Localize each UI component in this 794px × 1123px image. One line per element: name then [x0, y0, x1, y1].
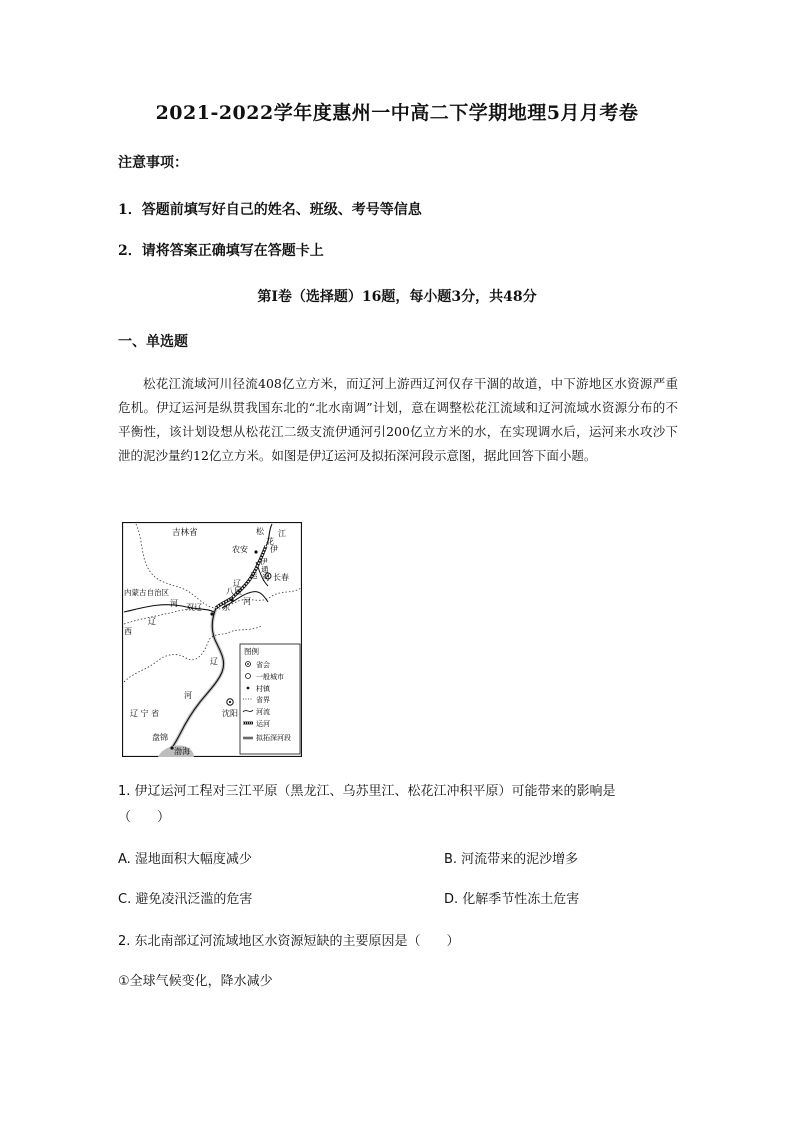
question-1-option-d: D. 化解季节性冻土危害: [444, 892, 580, 907]
question-1-option-a: A. 湿地面积大幅度减少: [118, 852, 252, 867]
label-xiliao-liao: 辽: [148, 617, 156, 626]
label-yitong-1: 伊: [260, 557, 268, 566]
question-1-stem: 1. 伊辽运河工程对三江平原（黑龙江、乌苏里江、松花江冲积平原）可能带来的影响是: [118, 784, 616, 799]
label-dongliao-liao: 辽: [233, 579, 241, 588]
legend-city: 一般城市: [256, 673, 284, 681]
legend-border: 省界: [256, 696, 270, 704]
label-jilin: 吉林省: [172, 528, 198, 538]
question-1-option-c: C. 避免凌汛泛滥的危害: [118, 892, 253, 907]
legend-town: 村镇: [256, 685, 270, 693]
question-1-blank: （ ）: [118, 810, 171, 825]
label-he-main: 河: [184, 691, 192, 700]
legend-capital: 省会: [256, 661, 270, 669]
label-shuangliao: 双辽: [186, 603, 202, 612]
label-song: 松: [256, 527, 264, 536]
notice-heading: 注意事项：: [118, 155, 188, 171]
label-jiang: 江: [278, 529, 286, 538]
label-xi: 西: [124, 627, 132, 636]
label-bohai: 渤海: [174, 747, 190, 756]
label-neimenggu: 内蒙古自治区: [124, 588, 169, 597]
legend-river: 河流: [256, 708, 270, 716]
page-title: 2021-2022学年度惠州一中高二下学期地理5月月考卷: [155, 102, 639, 124]
label-changchun: 长春: [273, 573, 289, 582]
label-liao-main: 辽: [210, 657, 218, 666]
part-title: 一、单选题: [118, 334, 188, 350]
label-hua: 花: [266, 537, 274, 546]
label-bawu: 八屋: [226, 587, 242, 596]
notice-item-1: 1．答题前填写好自己的姓名、班级、考号等信息: [118, 202, 422, 218]
label-he-west: 河: [170, 599, 178, 608]
label-dong: 东: [222, 603, 230, 612]
canal-map: [122, 522, 302, 757]
legend-deepened: 拟拓深河段: [256, 734, 291, 742]
question-2-statement-1: ①全球气候变化，降水减少: [118, 974, 273, 989]
legend-canal: 运河: [256, 720, 270, 728]
bawu-marker: [230, 598, 233, 601]
reading-passage: 松花江流域河川径流408亿立方米，而辽河上游西辽河仅存干涸的故道，中下游地区水资源严重危机。伊辽运河是纵贯我国东北的“北水南调”计划，意在调整松花江流域和辽河流域水资源分布的不平衡性，该计划设想从松花江二级支流伊通河引200亿立方米的水，在实现调水后，运河来水攻沙下泄的泥沙量约12亿立方米。如图是伊辽运河及拟拓深河段示意图，据此回答下面小题。: [118, 376, 678, 463]
question-1-option-b: B. 河流带来的泥沙增多: [444, 852, 579, 867]
label-panjin: 盘锦: [152, 733, 168, 742]
label-shenyang: 沈阳: [222, 709, 238, 718]
label-dongliao-he: 河: [243, 597, 251, 606]
notice-item-2: 2．请将答案正确填写在答题卡上: [118, 243, 324, 259]
question-2-stem: 2. 东北南部辽河流域地区水资源短缺的主要原因是（ ）: [118, 934, 460, 949]
legend-title: 图例: [244, 647, 259, 656]
label-yi: 伊: [270, 545, 278, 554]
section-title: 第I卷（选择题）16题，每小题3分，共48分: [257, 289, 537, 305]
label-nongan: 农安: [232, 545, 248, 554]
nongan-marker: [254, 550, 257, 553]
label-yitong-3: 河: [262, 573, 270, 582]
label-liaoning: 辽 宁 省: [130, 709, 160, 718]
label-yitong-2: 通: [261, 565, 269, 574]
label-yun: 运: [250, 571, 258, 580]
shuangliao-marker: [210, 612, 213, 615]
